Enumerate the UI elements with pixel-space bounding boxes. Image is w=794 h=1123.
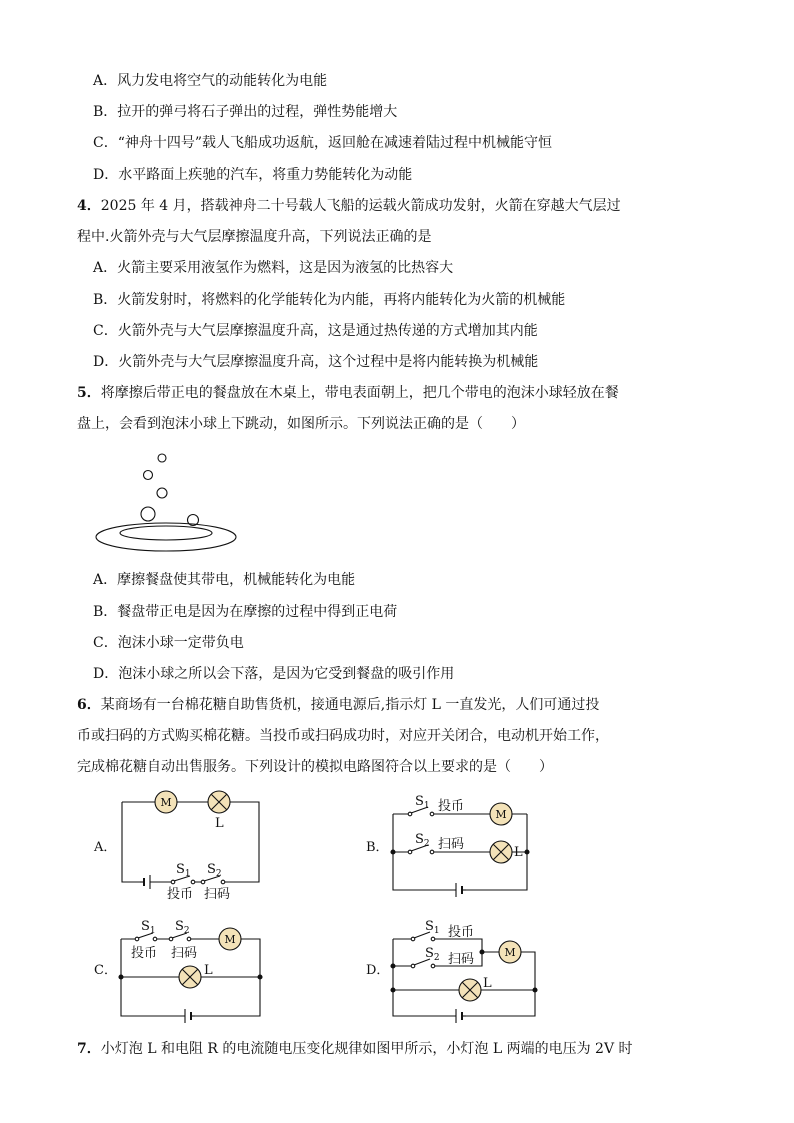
circuit-c-label: C． xyxy=(94,963,117,978)
switch-s1-label: $S_1$ xyxy=(176,862,191,879)
q7-stem-text: 小灯泡 L 和电阻 R 的电流随电压变化规律如图甲所示，小灯泡 L 两端的电压为 2V 时 xyxy=(100,1041,633,1057)
q5-stem-text: 将摩擦后带正电的餐盘放在木桌上，带电表面朝上，把几个带电的泡沫小球轻放在餐 xyxy=(100,385,619,401)
scan-label: 扫码 xyxy=(171,946,198,961)
q4-stem-text: 2025 年 4 月，搭载神舟二十号载人飞船的运载火箭成功发射，火箭在穿越大气层过 xyxy=(100,198,621,214)
scan-label: 扫码 xyxy=(438,837,465,852)
q5-option-a: A．摩擦餐盘使其带电，机械能转化为电能 xyxy=(93,572,356,588)
motor-symbol-text: M xyxy=(495,808,507,821)
lamp-symbol-text: L xyxy=(483,976,492,991)
switch-s2-label: $S_2$ xyxy=(175,919,190,936)
coin-label: 投币 xyxy=(438,799,465,814)
q6-stem-text: 某商场有一台棉花糖自助售货机，接通电源后,指示灯 L 一直发光，人们可通过投 xyxy=(100,697,600,713)
q6-stem-line3: 完成棉花糖自动出售服务。下列设计的模拟电路图符合以上要求的是（ ） xyxy=(77,759,553,775)
switch-s1-label: $S_1$ xyxy=(141,919,156,936)
q6-number: 6． xyxy=(77,697,101,713)
circuit-a-label: A． xyxy=(94,840,117,855)
q3-option-c: C．“神舟十四号”载人飞船成功返航，返回舱在减速着陆过程中机械能守恒 xyxy=(93,135,553,151)
motor-symbol-text: M xyxy=(160,796,172,809)
q7-stem-line1 xyxy=(77,1039,633,1059)
coin-label: 投币 xyxy=(167,887,194,902)
q4-option-d: D．火箭外壳与大气层摩擦温度升高，这个过程中是将内能转换为机械能 xyxy=(93,354,539,370)
scan-label: 扫码 xyxy=(204,887,231,902)
q3-option-b: B．拉开的弹弓将石子弹出的过程，弹性势能增大 xyxy=(93,104,398,120)
scan-label: 扫码 xyxy=(448,952,475,967)
lamp-symbol-text: L xyxy=(204,963,213,978)
switch-s2-label: $S_2$ xyxy=(207,862,222,879)
q4-option-b: B．火箭发射时，将燃料的化学能转化为内能，再将内能转化为火箭的机械能 xyxy=(93,292,566,308)
q5-option-d: D．泡沫小球之所以会下落，是因为它受到餐盘的吸引作用 xyxy=(93,666,455,682)
lamp-symbol-text: L xyxy=(514,845,523,860)
q5-number: 5． xyxy=(77,385,101,401)
switch-s2-label: $S_2$ xyxy=(425,946,440,963)
q3-option-d: D．水平路面上疾驰的汽车，将重力势能转化为动能 xyxy=(93,167,413,183)
circuit-d-label: D． xyxy=(366,963,390,978)
circuit-b-label: B． xyxy=(366,840,389,855)
coin-label: 投币 xyxy=(131,946,158,961)
q6-stem-line2: 币或扫码的方式购买棉花糖。当投币或扫码成功时，对应开关闭合，电动机开始工作， xyxy=(77,728,609,744)
switch-s2-label: $S_2$ xyxy=(415,832,430,849)
q5-option-b: B．餐盘带正电是因为在摩擦的过程中得到正电荷 xyxy=(93,604,398,620)
motor-symbol-text: M xyxy=(224,933,236,946)
q5-option-c: C．泡沫小球一定带负电 xyxy=(93,635,244,651)
motor-symbol-text: M xyxy=(504,946,516,959)
lamp-crosses xyxy=(182,794,509,998)
q4-option-a: A．火箭主要采用液氢作为燃料，这是因为液氢的比热容大 xyxy=(93,260,454,276)
q5-stem-line2: 盘上，会看到泡沫小球上下跳动，如图所示。下列说法正确的是（ ） xyxy=(77,416,525,432)
switch-s1-label: $S_1$ xyxy=(425,919,440,936)
q7-number: 7． xyxy=(77,1041,101,1057)
q4-option-c: C．火箭外壳与大气层摩擦温度升高，这是通过热传递的方式增加其内能 xyxy=(93,323,538,339)
switch-s1-label: $S_1$ xyxy=(415,794,430,811)
q3-option-a: A．风力发电将空气的动能转化为电能 xyxy=(93,73,328,89)
coin-label: 投币 xyxy=(448,925,475,940)
lamp-symbol-text: L xyxy=(215,816,224,831)
q4-number: 4． xyxy=(77,198,101,214)
q4-stem-line2: 程中.火箭外壳与大气层摩擦温度升高，下列说法正确的是 xyxy=(77,229,432,245)
